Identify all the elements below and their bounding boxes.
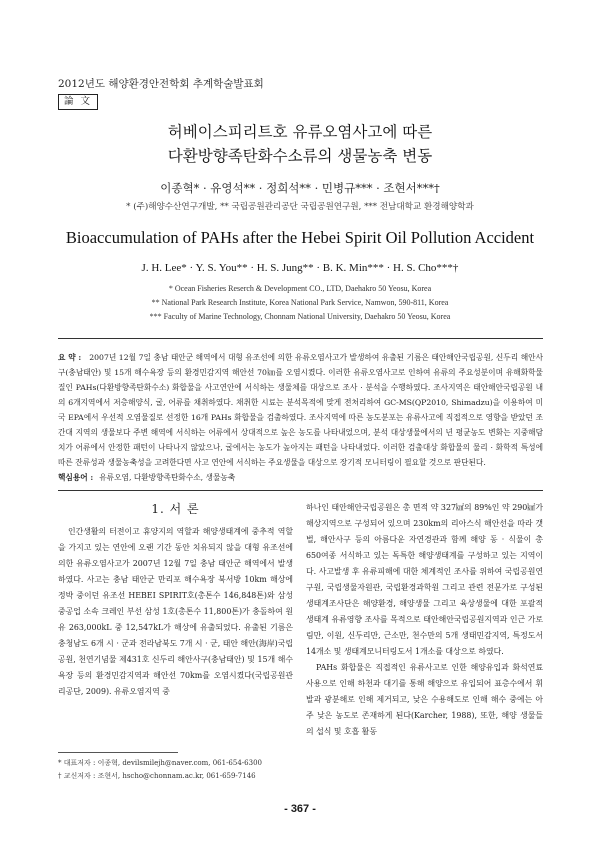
korean-affiliations: * (주)해양수산연구개발, ** 국립공원관리공단 국립공원연구원, *** 전남대학교 환경해양학과	[126, 202, 474, 212]
body-column-right	[306, 500, 543, 780]
english-affiliation-2: ** National Park Research Institute, Korea National Park Service, Namwon, 590-811, Korea	[151, 298, 449, 307]
article-type-tag: 論 文	[58, 94, 98, 110]
page-number: - 367 -	[284, 803, 316, 815]
footnote-rule	[58, 752, 178, 753]
footnote-corresponding-author: † 교신저자 : 조현서, hscho@chonnam.ac.kr, 061-659-7146	[58, 772, 256, 780]
intro-paragraph-2: 하나인 태안해안국립공원은 총 면적 약 327㎢의 89%인 약 290㎢가 해상지역으로 구성되어 있으며 230km의 리아스식 해안선을 따라 갯벌, 해안사구 등의 아름다운 자연경관과 함께 해양 동 · 식물이 총 650여종 서식하고 있는 독특한 해양생태계를 구성하고 있는 지역이다. 사고발생 후 유류피해에 대한 체계적인 조사를 위하여 국립공원연구원, 국립생물자원관, 국립환경과학원 그리고 관련 전문가로 구성된 생태계조사단은 해양환경, 해양생물 그리고 육상생물에 대한 포괄적 생태계 유류영향 조사를 목적으로 태안해안국립공원지역과 인근 가로림만, 이원, 신두리만, 근소만, 천수만의 5개 생태민감지역, 특정도서 14개소 및 생태계모니터링도서 1개소를 대상으로 하였다.	[306, 503, 543, 656]
english-affiliation-3: *** Faculty of Marine Technology, Chonnam National University, Daehakro 50 Yeosu, Korea	[149, 312, 451, 321]
body-column-left	[58, 524, 293, 744]
abstract-text: 2007년 12월 7일 충남 태안군 해역에서 대형 유조선에 의한 유류오염사고가 발생하여 유출된 기름은 태안해안국립공원, 신두리 해안사구(충남태안) 및 15개 해수욕장 등의 환경민감지역 해안선 70㎞를 오염시켰다. 이러한 유류오염사고로 인하여 유류의 주요성분이며 유해화학물질인 PAHs(다환방향족탄화수소) 화합물을 사고연안에 서식하는 생물체를 대상으로 조사 · 분석을 수행하였다. 조사지역은 태안해안국립공원 내의 6개지역에서 저층해양식, 굴, 어류를 채취하였다. 채취한 시료는 분석목적에 맞게 전처리하여 GC-MS(QP2010, Shimadzu)을 이용하여 미국 EPA에서 우선적 오염물질로 선정한 16개 PAHs 화합물을 검출하였다. 조사지역에 따른 농도분포는 유류사고에 직접적으로 영향을 받았던 조간대 지역의 생물보다 주변 해역에 서식하는 어류에서 상대적으로 높은 농도를 나타내었으며, 분석 대상생물에서의 년 평균농도 변화는 지중해담치가 어류에서 안정한 패턴이 나타나지 않았으나, 굴에서는 농도가 높아지는 패턴을 나타내었다. 이러한 검출대상 화합물의 물리 · 화학적 특성에 따른 잔류성과 생물농축성을 고려한다면 사고 연안에 서식하는 주요생물을 대상으로 장기적 모니터링이 필요할 것으로 판단된다.	[58, 353, 543, 467]
korean-title-line-2: 다환방향족탄화수소류의 생물농축 변동	[167, 147, 433, 165]
abstract-bottom-rule	[58, 490, 543, 491]
section-title-introduction: 1. 서 론	[151, 502, 200, 516]
keywords-label: 핵심용어 :	[58, 473, 94, 482]
korean-title-line-1: 허베이스피리트호 유류오염사고에 따른	[167, 123, 433, 141]
footnote-first-author: * 대표저자 : 이종혁, devilsmilejh@naver.com, 061-654-6300	[58, 759, 262, 767]
abstract-label: 요 약 :	[58, 353, 82, 362]
english-authors: J. H. Lee* · Y. S. You** · H. S. Jung** · B. K. Min*** · H. S. Cho***†	[141, 262, 459, 274]
korean-authors: 이종혁* · 유영석** · 정희석** · 민병규*** · 조현서***†	[160, 181, 440, 195]
intro-paragraph-1: 인간생활의 터전이고 휴양지의 역할과 해양생태계에 중추적 역할을 가지고 있는 연안에 오랜 기간 동안 치유되지 않을 대형 유조선에 의한 유류오염사고가 2007년 12월 7일 충남 태안군 해역에서 발생하였다. 사고는 충남 태안군 만리포 해수욕장 북서방 10km 해상에 정박 중이던 유조선 HEBEI SPIRIT호(총톤수 146,848톤)와 삼성중공업 소속 크레인 부선 삼성 1호(총톤수 11,800톤)가 충돌하여 원유 263,000kL 중 12,547kL가 해상에 유출되었다. 유출된 기름은 충청남도 6개 시 · 군과 전라남북도 7개 시 · 군, 태안 해안(海岸)국립공원, 천연기념물 제431호 신두리 해안사구(충남태안) 및 15개 해수욕장 등의 환경민감지역과 해안선 70km를 오염시켰다(국립공원관리공단, 2009). 유류오염지역 중	[58, 527, 293, 696]
abstract	[58, 350, 543, 470]
intro-paragraph-3: PAHs 화합물은 직접적인 유류사고로 인한 해양유입과 화석연료 사용으로 인해 하천과 대기를 통해 해양으로 유입되어 표층수에서 휘발과 광분해로 인해 제거되고, 낮은 수용해도로 인해 해수 중에는 아주 낮은 농도로 존재하게 된다(Karcher, 1988), 또한, 해양 생물들의 섭식 및 호흡 활동	[306, 663, 543, 736]
conference-name: 2012년도 해양환경안전학회 추계학술발표회	[58, 78, 264, 90]
english-title: Bioaccumulation of PAHs after the Hebei Spirit Oil Pollution Accident	[65, 228, 535, 247]
keywords	[58, 472, 543, 483]
keywords-text: 유류오염, 다환방향족탄화수소, 생물농축	[99, 473, 236, 482]
english-affiliation-1: * Ocean Fisheries Reserch & Development CO., LTD, Daehakro 50 Yeosu, Korea	[168, 284, 432, 293]
abstract-top-rule	[58, 338, 543, 339]
